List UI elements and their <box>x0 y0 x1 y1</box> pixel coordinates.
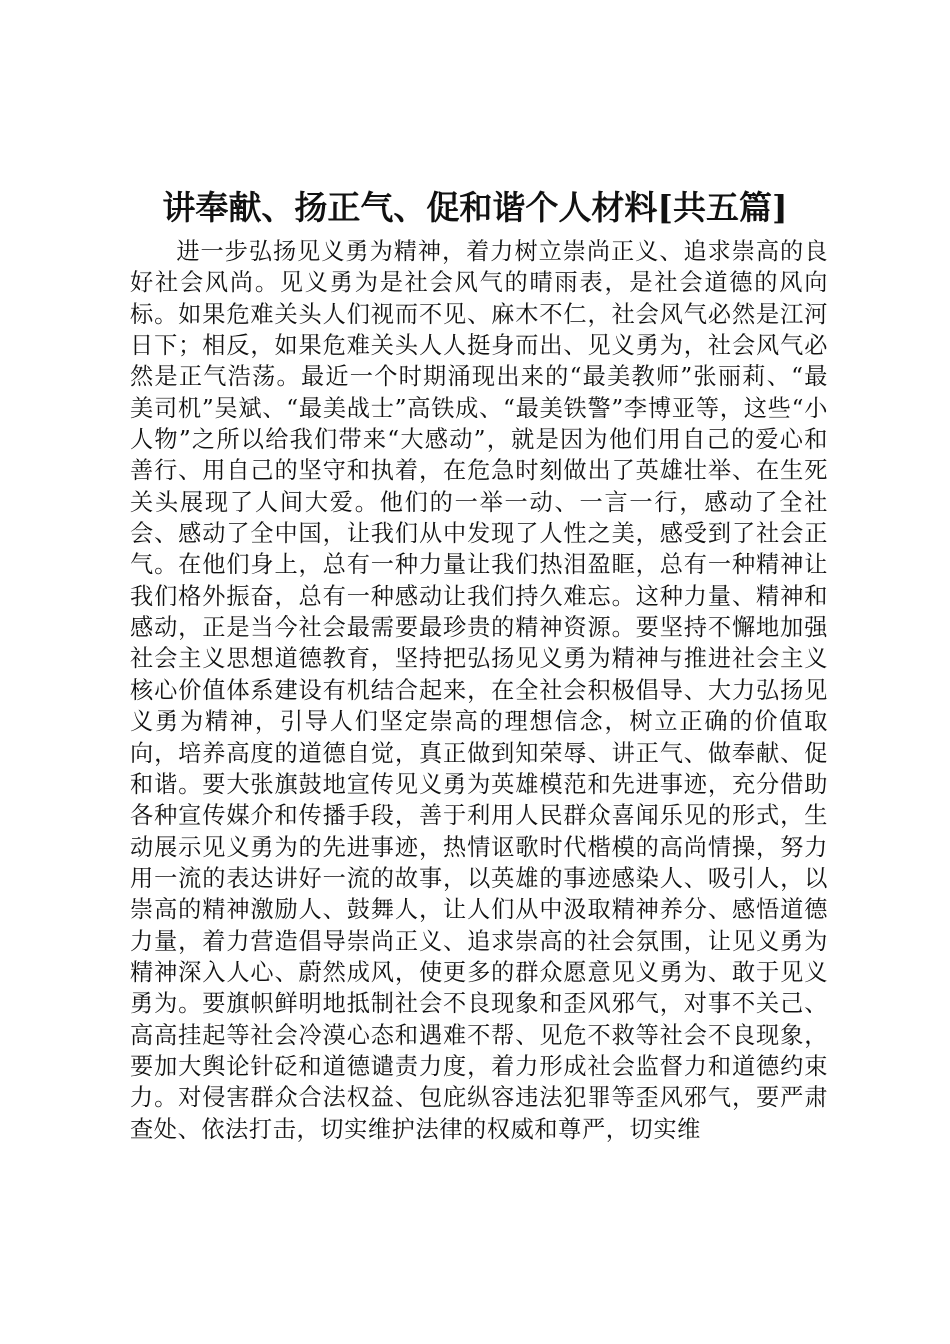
document-title: 讲奉献、扬正气、促和谐个人材料[共五篇] <box>162 188 788 227</box>
body-paragraph: 进一步弘扬见义勇为精神，着力树立崇尚正义、追求崇高的良好社会风尚。见义勇为是社会风气的晴雨表，是社会道德的风向标。如果危难关头人们视而不见、麻木不仁，社会风气必然是江河日下；相反，如果危难关头人人挺身而出、见义勇为，社会风气必然是正气浩荡。最近一个时期涌现出来的“最美教师”张丽莉、“最美司机”吴斌、“最美战士”高铁成、“最美铁警”李博亚等，这些“小人物”之所以给我们带来“大感动”，就是因为他们用自己的爱心和善行、用自己的坚守和执着，在危急时刻做出了英雄壮举、在生死关头展现了人间大爱。他们的一举一动、一言一行，感动了全社会、感动了全中国，让我们从中发现了人性之美，感受到了社会正气。在他们身上，总有一种力量让我们热泪盈眶，总有一种精神让我们格外振奋，总有一种感动让我们持久难忘。这种力量、精神和感动，正是当今社会最需要最珍贵的精神资源。要坚持不懈地加强社会主义思想道德教育，坚持把弘扬见义勇为精神与推进社会主义核心价值体系建设有机结合起来，在全社会积极倡导、大力弘扬见义勇为精神，引导人们坚定崇高的理想信念，树立正确的价值取向，培养高度的道德自觉，真正做到知荣辱、讲正气、做奉献、促和谐。要大张旗鼓地宣传见义勇为英雄模范和先进事迹，充分借助各种宣传媒介和传播手段，善于利用人民群众喜闻乐见的形式，生动展示见义勇为的先进事迹，热情讴歌时代楷模的高尚情操，努力用一流的表达讲好一流的故事，以英雄的事迹感染人、吸引人，以崇高的精神激励人、鼓舞人，让人们从中汲取精神养分、感悟道德力量，着力营造倡导崇尚正义、追求崇高的社会氛围，让见义勇为精神深入人心、蔚然成风，使更多的群众愿意见义勇为、敢于见义勇为。要旗帜鲜明地抵制社会不良现象和歪风邪气，对事不关己、高高挂起等社会冷漠心态和遇难不帮、见危不救等社会不良现象，要加大舆论针砭和道德谴责力度，着力形成社会监督力和道德约束力。对侵害群众合法权益、包庇纵容违法犯罪等歪风邪气，要严肃查处、依法打击，切实维护法律的权威和尊严，切实维 <box>130 238 828 1143</box>
